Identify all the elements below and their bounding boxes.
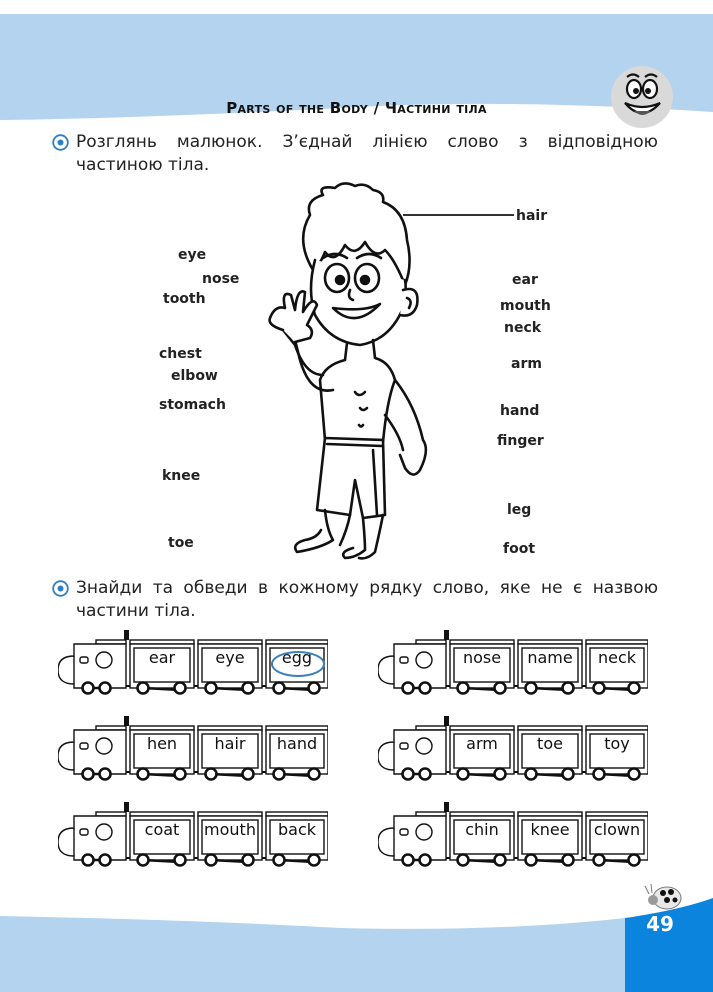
train-row-5 bbox=[58, 802, 328, 867]
word-neck[interactable]: neck bbox=[504, 320, 542, 336]
train-car-word-toe[interactable]: toe bbox=[537, 734, 563, 753]
word-knee[interactable]: knee bbox=[162, 468, 201, 484]
train-car-word-hair[interactable]: hair bbox=[214, 734, 246, 753]
word-hand[interactable]: hand bbox=[500, 403, 540, 419]
word-finger[interactable]: finger bbox=[497, 433, 544, 449]
answer-circle bbox=[271, 651, 325, 677]
word-nose[interactable]: nose bbox=[202, 271, 240, 287]
word-arm[interactable]: arm bbox=[511, 356, 542, 372]
train-car-word-arm[interactable]: arm bbox=[466, 734, 498, 753]
instruction-1 bbox=[52, 131, 658, 177]
train-car-word-ear[interactable]: ear bbox=[148, 648, 176, 667]
train-car-word-toy[interactable]: toy bbox=[604, 734, 630, 753]
train-car-word-knee[interactable]: knee bbox=[530, 820, 570, 839]
page-title: Parts of the Body / Частини тіла bbox=[226, 99, 487, 117]
page-number: 49 bbox=[646, 912, 674, 936]
train-car-word-mouth[interactable]: mouth bbox=[204, 820, 256, 839]
train-car-word-neck[interactable]: neck bbox=[597, 648, 637, 667]
ladybug-icon bbox=[643, 880, 685, 914]
word-tooth[interactable]: tooth bbox=[163, 291, 206, 307]
train-car-word-hand[interactable]: hand bbox=[276, 734, 318, 753]
word-leg[interactable]: leg bbox=[507, 502, 532, 518]
train-car-word-chin[interactable]: chin bbox=[465, 820, 499, 839]
word-hair[interactable]: hair bbox=[516, 208, 548, 224]
bullet-circle-icon bbox=[52, 134, 69, 151]
instruction-2 bbox=[52, 577, 658, 623]
word-elbow[interactable]: elbow bbox=[171, 368, 218, 384]
word-eye[interactable]: eye bbox=[178, 247, 207, 263]
word-stomach[interactable]: stomach bbox=[159, 397, 226, 413]
word-toe[interactable]: toe bbox=[168, 535, 194, 551]
train-car-word-name[interactable]: name bbox=[527, 648, 573, 667]
instruction-1-text: Розглянь малюнок. З’єднай лінією слово з відповідною частиною тіла. bbox=[76, 132, 658, 175]
train-car-word-coat[interactable]: coat bbox=[144, 820, 180, 839]
train-row-4 bbox=[378, 716, 648, 781]
bullet-circle-icon bbox=[52, 580, 69, 597]
boy-illustration bbox=[255, 180, 455, 560]
word-mouth[interactable]: mouth bbox=[500, 298, 551, 314]
smiley-face-icon bbox=[610, 65, 674, 129]
train-car-word-hen[interactable]: hen bbox=[146, 734, 178, 753]
instruction-2-text: Знайди та обведи в кожному рядку слово, яке не є назвою частини тіла. bbox=[76, 578, 658, 621]
train-row-3 bbox=[58, 716, 328, 781]
train-car-word-clown[interactable]: clown bbox=[593, 820, 641, 839]
bottom-wave-band bbox=[0, 880, 713, 992]
train-car-word-egg[interactable]: egg bbox=[281, 648, 313, 667]
train-car-word-nose[interactable]: nose bbox=[462, 648, 502, 667]
train-car-word-back[interactable]: back bbox=[277, 820, 317, 839]
hair-connector-line bbox=[403, 214, 514, 216]
word-ear[interactable]: ear bbox=[512, 272, 538, 288]
word-foot[interactable]: foot bbox=[503, 541, 536, 557]
train-car-word-eye[interactable]: eye bbox=[215, 648, 245, 667]
train-row-2 bbox=[378, 630, 648, 695]
word-chest[interactable]: chest bbox=[159, 346, 202, 362]
train-row-6 bbox=[378, 802, 648, 867]
train-row-1 bbox=[58, 630, 328, 695]
